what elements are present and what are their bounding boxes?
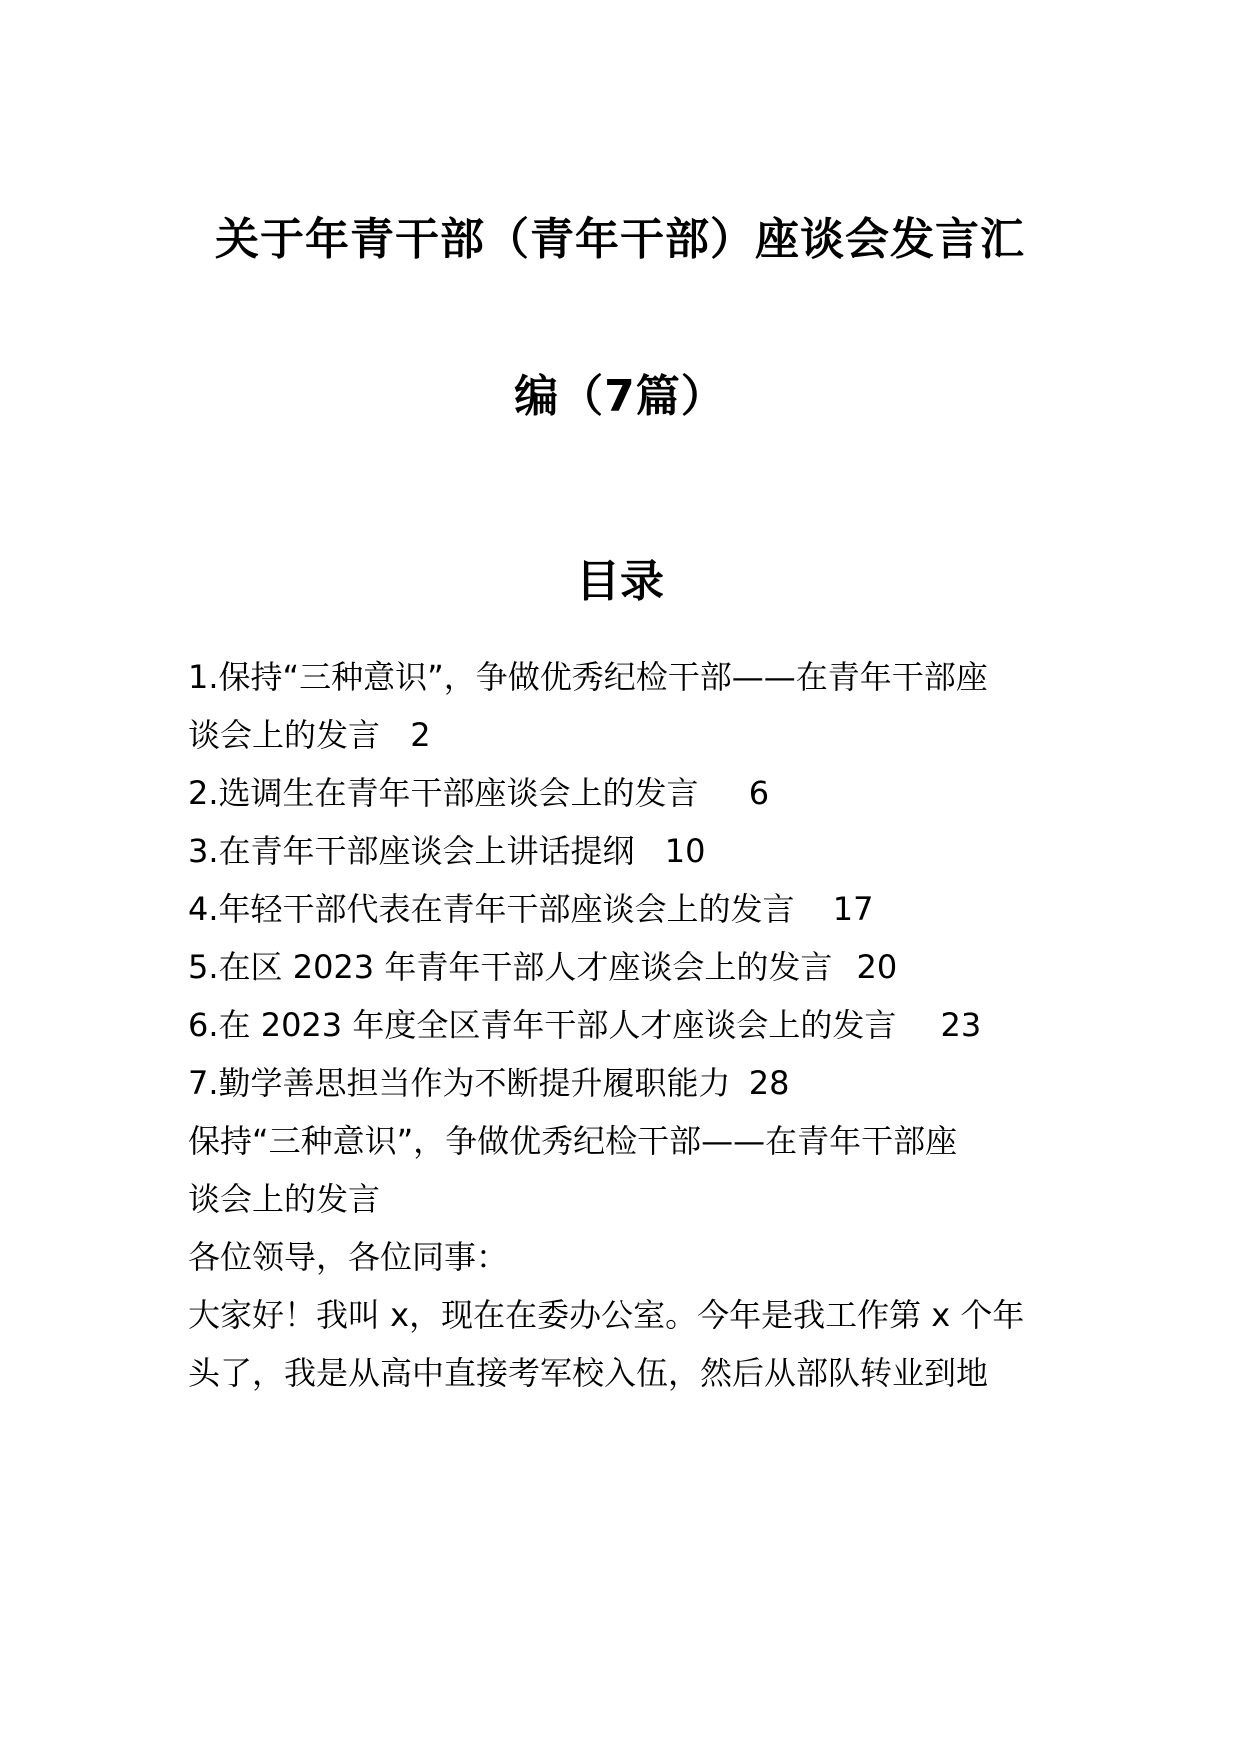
toc-item-6-text: 6.在 2023 年度全区青年干部人才座谈会上的发言 [188, 1006, 897, 1044]
toc-item-6-page: 23 [940, 1006, 982, 1044]
toc-item-6 [188, 1005, 981, 1045]
toc-item-1-line-1: 1.保持“三种意识”，争做优秀纪检干部——在青年干部座 [188, 658, 988, 696]
toc-item-2-text: 2.选调生在青年干部座谈会上的发言 [188, 774, 699, 812]
body-paragraph-line-1: 大家好！我叫 x，现在在委办公室。今年是我工作第 x 个年 [188, 1296, 1025, 1334]
toc-item-3 [188, 831, 705, 871]
toc-item-7 [188, 1063, 789, 1103]
toc-item-1-text: 谈会上的发言 [188, 716, 381, 754]
section-title-line-1: 保持“三种意识”，争做优秀纪检干部——在青年干部座 [188, 1122, 958, 1160]
document-title-line-1: 关于年青干部（青年干部）座谈会发言汇 [215, 214, 1025, 265]
toc-item-2-page: 6 [748, 774, 770, 812]
toc-item-5 [188, 947, 897, 987]
toc-item-7-page: 28 [748, 1064, 790, 1102]
body-paragraph-line-2: 头了，我是从高中直接考军校入伍，然后从部队转业到地 [188, 1354, 989, 1392]
toc-heading: 目录 [576, 556, 664, 607]
toc-item-5-text: 5.在区 2023 年青年干部人才座谈会上的发言 [188, 948, 833, 986]
section-title-line-2: 谈会上的发言 [188, 1180, 381, 1218]
toc-item-1-line-2 [188, 715, 431, 755]
toc-item-4-text: 4.年轻干部代表在青年干部座谈会上的发言 [188, 890, 795, 928]
salutation: 各位领导，各位同事： [188, 1238, 509, 1276]
document-title-line-2: 编（7篇） [514, 371, 726, 422]
toc-item-2 [188, 773, 769, 813]
toc-item-5-page: 20 [856, 948, 898, 986]
toc-item-4-page: 17 [832, 890, 874, 928]
toc-item-4 [188, 889, 873, 929]
toc-item-3-text: 3.在青年干部座谈会上讲话提纲 [188, 832, 635, 870]
toc-item-3-page: 10 [664, 832, 706, 870]
toc-item-7-text: 7.勤学善思担当作为不断提升履职能力 [188, 1064, 731, 1102]
toc-item-1-page: 2 [410, 716, 431, 754]
